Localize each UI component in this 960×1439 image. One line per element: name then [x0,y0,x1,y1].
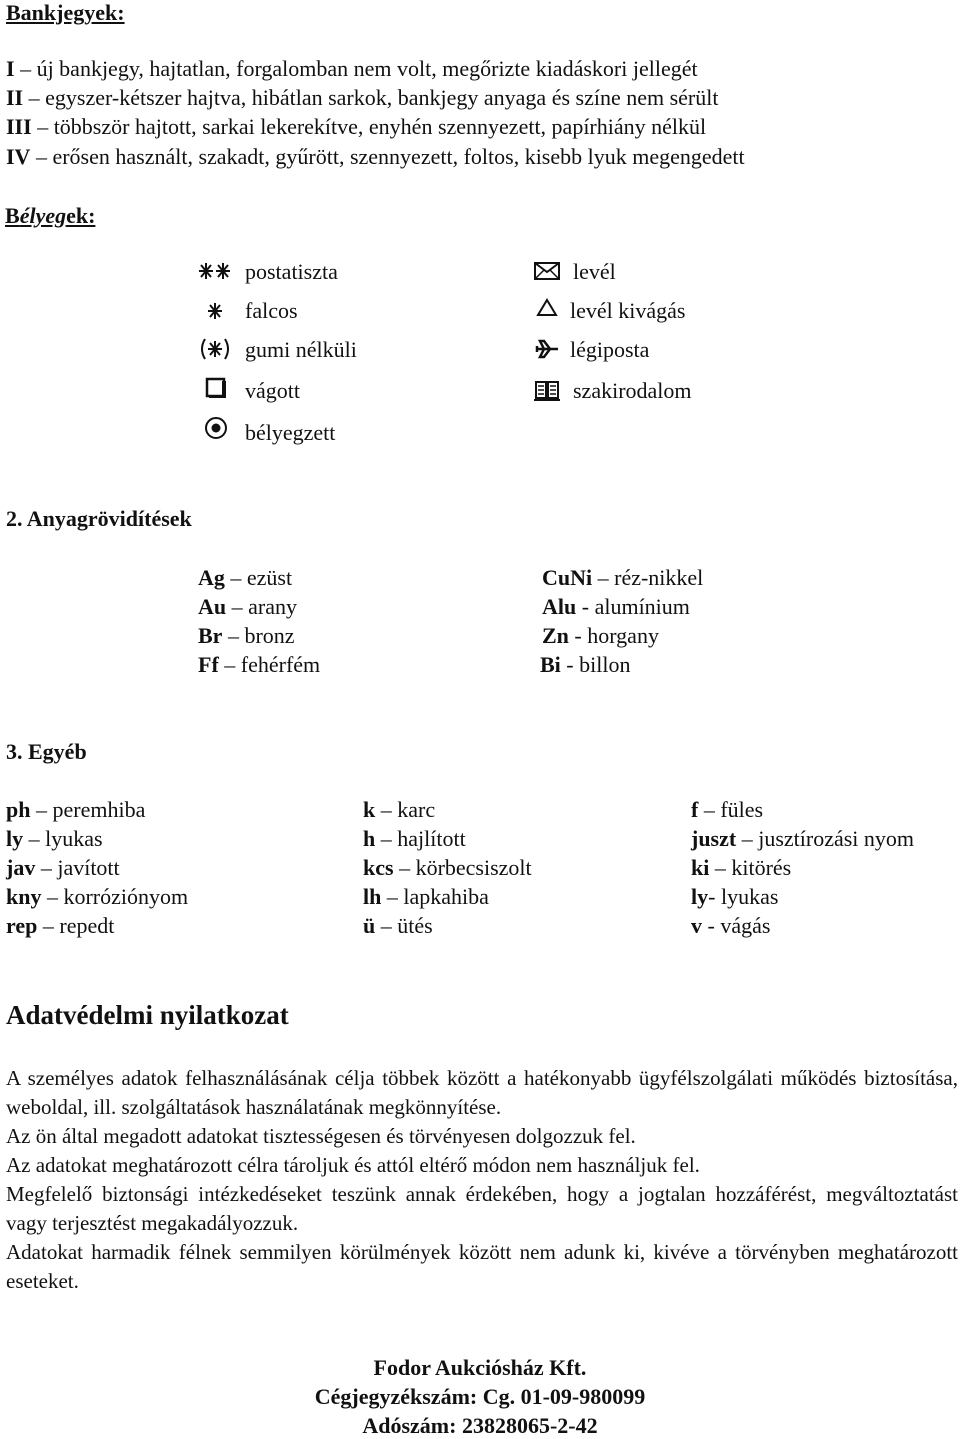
materials-heading: 2. Anyagrövidítések [6,506,192,531]
condition-item: lh – lapkahiba [363,884,489,909]
grade-code: IV [6,144,31,169]
condition-item: ü – ütés [363,913,433,938]
grade-line-3: III – többször hajtott, sarkai lekerekítve, enyhén szennyezett, papírhiány nélkül [6,114,707,139]
condition-item: ly – lyukas [6,826,103,851]
grade-text: többször hajtott, sarkai lekerekítve, enyhén szennyezett, papírhiány nélkül [53,114,707,139]
material-item: Au – arany [198,594,297,619]
privacy-paragraph: Megfelelő biztonsági intézkedéseket teszünk annak érdekében, hogy a jogtalan hozzáférést, megváltoztatást vagy terjesztést megakadályozzuk. [6,1182,958,1235]
material-item: Ff – fehérfém [198,652,321,677]
stamp-label: szakirodalom [573,378,692,403]
condition-item: ki – kitörés [691,855,792,880]
other-heading: 3. Egyéb [6,739,87,764]
asterisk-icon [198,298,232,324]
stamp-label: vágott [245,378,300,403]
double-asterisk-icon [198,258,232,284]
stamp-label: légiposta [570,337,650,362]
stamp-label: postatiszta [245,259,338,284]
condition-item: h – hajlított [363,826,466,851]
stamp-label: gumi nélküli [245,337,357,362]
condition-item: jav – javított [6,855,120,880]
privacy-heading: Adatvédelmi nyilatkozat [6,1000,289,1030]
stamp-label: levél [573,259,616,284]
condition-item: f – füles [691,797,764,822]
envelope-icon [530,258,564,284]
privacy-paragraph: Adatokat harmadik félnek semmilyen körülmények között nem adunk ki, kivéve a törvényben meghatározott eseteket. [6,1240,958,1293]
airplane-icon [530,336,564,362]
condition-item: k – karc [363,797,436,822]
company-name: Fodor Aukciósház Kft. [373,1355,587,1380]
condition-item: kcs – körbecsiszolt [363,855,532,880]
material-item: Alu - alumínium [542,594,690,619]
tax-number: Adószám: 23828065-2-42 [362,1413,598,1438]
condition-item: rep – repedt [6,913,115,938]
asterisk-in-parentheses-icon [198,336,232,362]
condition-item: juszt – jusztírozási nyom [691,826,915,851]
grade-code: III [6,114,32,139]
company-registry: Cégjegyzékszám: Cg. 01-09-980099 [314,1384,646,1409]
material-item: Zn - horgany [542,623,659,648]
stamp-label: falcos [245,298,298,323]
condition-item: kny – korróziónyom [6,884,189,909]
material-item: Bi - billon [540,652,631,677]
grade-line-2: II – egyszer-kétszer hajtva, hibátlan sarkok, bankjegy anyaga és színe nem sérült [6,85,719,110]
privacy-paragraph: A személyes adatok felhasználásának célja többek között a hatékonyabb ügyfélszolgálati működés biztosítása, weboldal, ill. szolgáltatások használatának megkönnyítése. [6,1066,958,1119]
grade-text: egyszer-kétszer hajtva, hibátlan sarkok, bankjegy anyaga és színe nem sérült [45,85,719,110]
condition-item: v - vágás [691,913,771,938]
banknotes-heading: Bankjegyek: [6,0,125,25]
grade-code: II [6,85,24,110]
privacy-paragraph: Az ön által megadott adatokat tisztességesen és törvényesen dolgozzuk fel. [6,1124,636,1148]
condition-item: ly- lyukas [691,884,779,909]
grade-text: új bankjegy, hajtatlan, forgalomban nem volt, megőrizte kiadáskori jellegét [36,56,698,81]
privacy-paragraph: Az adatokat meghatározott célra tároljuk és attól eltérő módon nem használjuk fel. [6,1153,700,1177]
material-item: Br – bronz [198,623,295,648]
square-shadow-icon [198,375,232,401]
open-book-icon [530,377,564,403]
stamp-label: levél kivágás [570,298,686,323]
grade-line-1: I – új bankjegy, hajtatlan, forgalomban nem volt, megőrizte kiadáskori jellegét [6,56,698,81]
material-item: Ag – ezüst [198,565,293,590]
stamp-label: bélyegzett [245,420,336,445]
material-item: CuNi – réz-nikkel [542,565,704,590]
grade-code: I [6,56,15,81]
condition-item: ph – peremhiba [6,797,146,822]
grade-line-4: IV – erősen használt, szakadt, gyűrött, szennyezett, foltos, kisebb lyuk megengedett [6,144,745,169]
triangle-icon [530,295,564,321]
grade-text: erősen használt, szakadt, gyűrött, szennyezett, foltos, kisebb lyuk megengedett [52,144,745,169]
stamps-heading: Bélyegek: [5,203,96,228]
circle-dot-icon [198,415,232,441]
